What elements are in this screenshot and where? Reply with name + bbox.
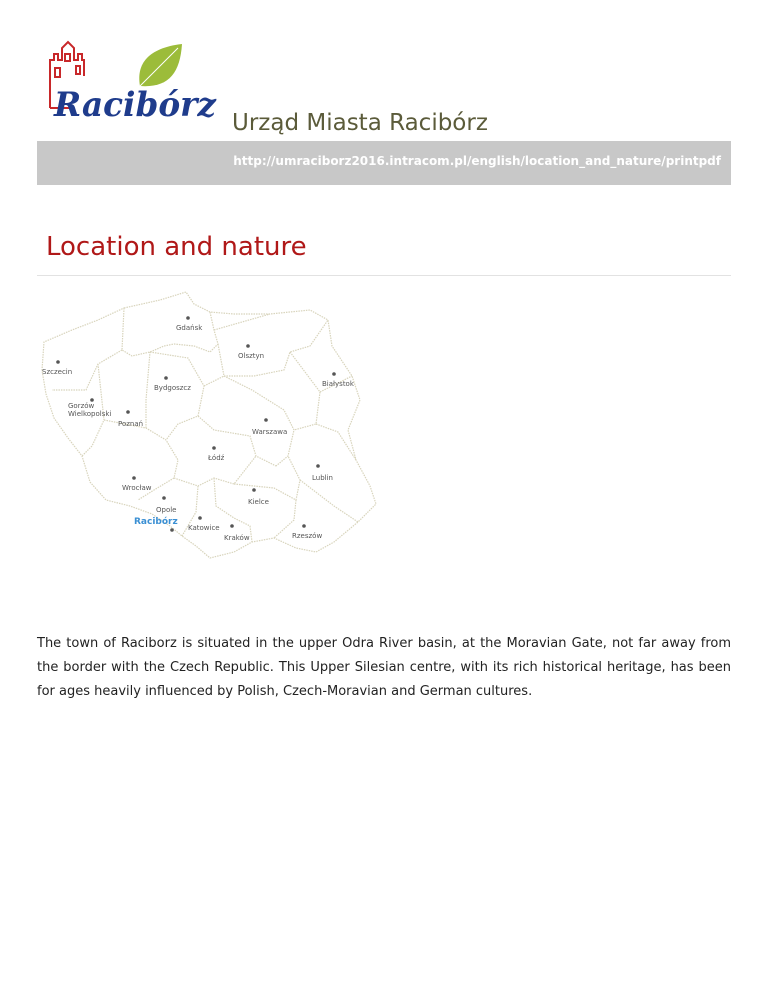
country-outline	[42, 292, 376, 558]
title-divider	[37, 275, 731, 276]
city-label-gdansk: Gdańsk	[176, 324, 203, 332]
city-label-lublin: Lublin	[312, 474, 333, 482]
voivodeship-borders	[42, 292, 376, 558]
article-body: The town of Raciborz is situated in the upper Odra River basin, at the Moravian Gate, not far away from the border with the Czech Republic. This Upper Silesian centre, with its rich historical heritage, has been for ages heavily influenced by Polish, Czech-Moravian and German cultures.	[37, 636, 731, 699]
city-dot-olsztyn	[246, 344, 250, 348]
city-label-poznan: Poznań	[118, 420, 144, 428]
city-dot-lodz	[212, 446, 216, 450]
city-label-lodz: Łódź	[208, 454, 225, 462]
city-label-szczecin: Szczecin	[42, 368, 73, 376]
city-label-wielkopolski: Wielkopolski	[68, 410, 112, 418]
city-dot-rzeszow	[302, 524, 306, 528]
site-title[interactable]: Urząd Miasta Racibórz	[232, 110, 488, 136]
city-label-olsztyn: Olsztyn	[238, 352, 265, 360]
page-url[interactable]: http://umraciborz2016.intracom.pl/english/location_and_nature/printpdf	[233, 154, 721, 168]
city-label-krakow: Kraków	[224, 534, 250, 542]
city-label-raciborz: Racibórz	[134, 517, 178, 527]
city-dot-gdansk	[186, 316, 190, 320]
raciborz-logo[interactable]	[44, 40, 220, 130]
city-dot-warszawa	[264, 418, 268, 422]
city-dot-krakow	[230, 524, 234, 528]
city-dot-bydgoszcz	[164, 376, 168, 380]
city-label-rzeszow: Rzeszów	[292, 532, 323, 540]
city-dot-bialystok	[332, 372, 336, 376]
city-label-bialystok: Białystok	[322, 380, 354, 388]
city-label-opole: Opole	[156, 506, 177, 514]
city-dot-kielce	[252, 488, 256, 492]
city-label-katowice: Katowice	[188, 524, 220, 532]
city-dot-lublin	[316, 464, 320, 468]
poland-map	[38, 290, 378, 582]
city-dot-wroclaw	[132, 476, 136, 480]
city-label-bydgoszcz: Bydgoszcz	[154, 384, 191, 392]
city-dot-szczecin	[56, 360, 60, 364]
city-dot-raciborz	[170, 528, 174, 532]
city-label-kielce: Kielce	[248, 498, 269, 506]
logo-wordmark: Racibórz	[53, 85, 217, 125]
url-bar	[37, 141, 731, 185]
city-dot-katowice	[198, 516, 202, 520]
city-label-gorzow: Gorzów	[68, 402, 95, 410]
city-label-wroclaw: Wrocław	[122, 484, 152, 492]
city-label-warszawa: Warszawa	[252, 428, 288, 436]
page-title: Location and nature	[46, 232, 307, 262]
city-dot-opole	[162, 496, 166, 500]
logo-graphic	[44, 40, 220, 130]
city-dot-poznan	[126, 410, 130, 414]
